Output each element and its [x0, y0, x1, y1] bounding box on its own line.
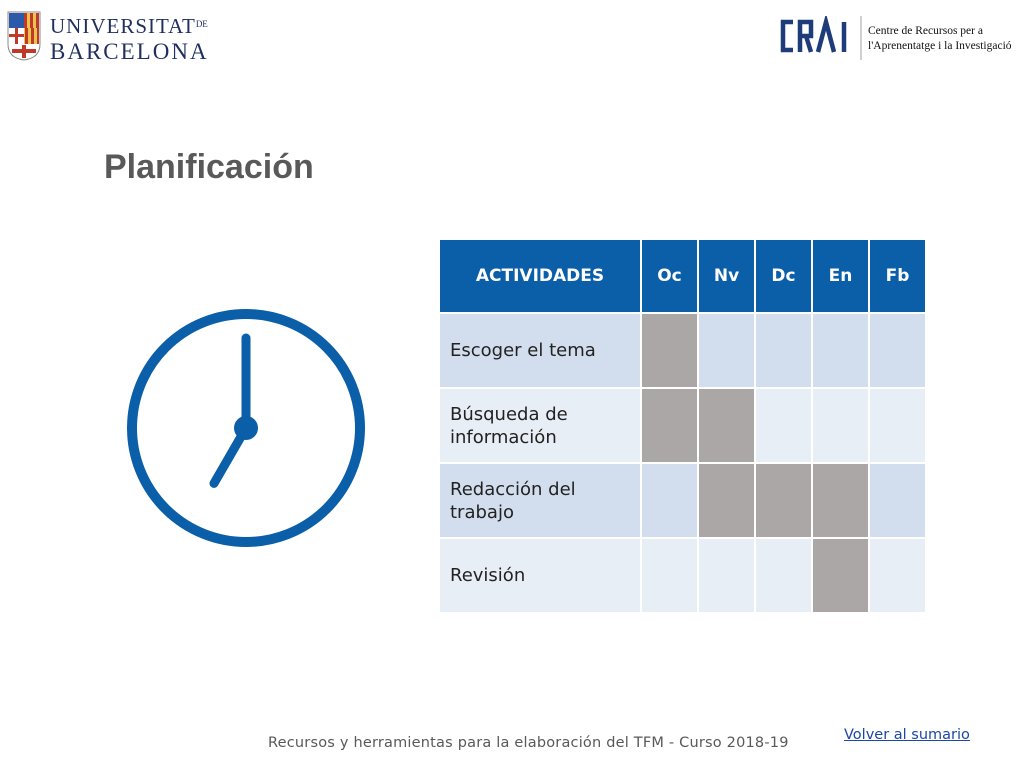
activity-label-line2: información	[450, 426, 557, 448]
schedule-cell	[756, 464, 811, 537]
schedule-cell	[756, 539, 811, 612]
crai-logo	[778, 14, 1024, 64]
column-header-dc: Dc	[756, 240, 811, 312]
university-of-barcelona-logo	[6, 10, 209, 64]
column-header-activities: ACTIVIDADES	[440, 240, 640, 312]
schedule-cell	[870, 539, 925, 612]
schedule-cell	[699, 389, 754, 462]
activity-label-line1: Revisión	[450, 565, 526, 586]
crai-divider	[860, 16, 862, 60]
ub-word-barcelona: BARCELONA	[50, 39, 209, 64]
clock-icon	[124, 306, 368, 550]
activity-label-line2: trabajo	[450, 501, 514, 523]
schedule-cell	[813, 464, 868, 537]
ub-wordmark	[50, 16, 209, 63]
schedule-cell	[699, 539, 754, 612]
table-header-row	[440, 240, 925, 312]
schedule-cell	[870, 389, 925, 462]
ub-shield-icon	[6, 10, 42, 62]
activity-label-line1: Escoger el tema	[450, 340, 596, 361]
schedule-cell	[870, 464, 925, 537]
schedule-cell	[813, 389, 868, 462]
activity-cell	[440, 464, 640, 537]
schedule-cell	[870, 314, 925, 387]
schedule-cell	[642, 389, 697, 462]
column-header-fb: Fb	[870, 240, 925, 312]
activity-cell	[440, 314, 640, 387]
crai-wordmark	[778, 16, 852, 56]
activity-cell	[440, 389, 640, 462]
schedule-cell	[642, 539, 697, 612]
column-header-en: En	[813, 240, 868, 312]
schedule-cell	[642, 464, 697, 537]
schedule-cell	[699, 314, 754, 387]
footer-caption: Recursos y herramientas para la elaboración del TFM - Curso 2018-19	[268, 735, 789, 751]
schedule-cell	[813, 314, 868, 387]
schedule-cell	[813, 539, 868, 612]
table-row	[440, 539, 925, 612]
slide-title: Planificación	[104, 148, 314, 186]
schedule-cell	[756, 389, 811, 462]
activity-cell	[440, 539, 640, 612]
crai-subtitle-line1: Centre de Recursos per a	[868, 25, 983, 37]
column-header-nv: Nv	[699, 240, 754, 312]
table-row	[440, 389, 925, 462]
table-row	[440, 464, 925, 537]
planning-table	[438, 238, 927, 614]
schedule-cell	[756, 314, 811, 387]
activity-label-line1: Búsqueda de	[450, 403, 568, 425]
column-header-oc: Oc	[642, 240, 697, 312]
schedule-cell	[699, 464, 754, 537]
crai-subtitle-line2: l'Aprenentatge i la Investigació	[868, 40, 1012, 52]
clock-center	[234, 416, 258, 440]
ub-word-universitat: UNIVERSITAT	[50, 14, 196, 38]
back-to-summary-link[interactable]: Volver al sumario	[844, 727, 970, 743]
table-row	[440, 314, 925, 387]
ub-word-de: DE	[195, 19, 208, 29]
activity-label-line1: Redacción del	[450, 478, 576, 500]
schedule-cell	[642, 314, 697, 387]
crai-subtitle	[868, 24, 1012, 54]
